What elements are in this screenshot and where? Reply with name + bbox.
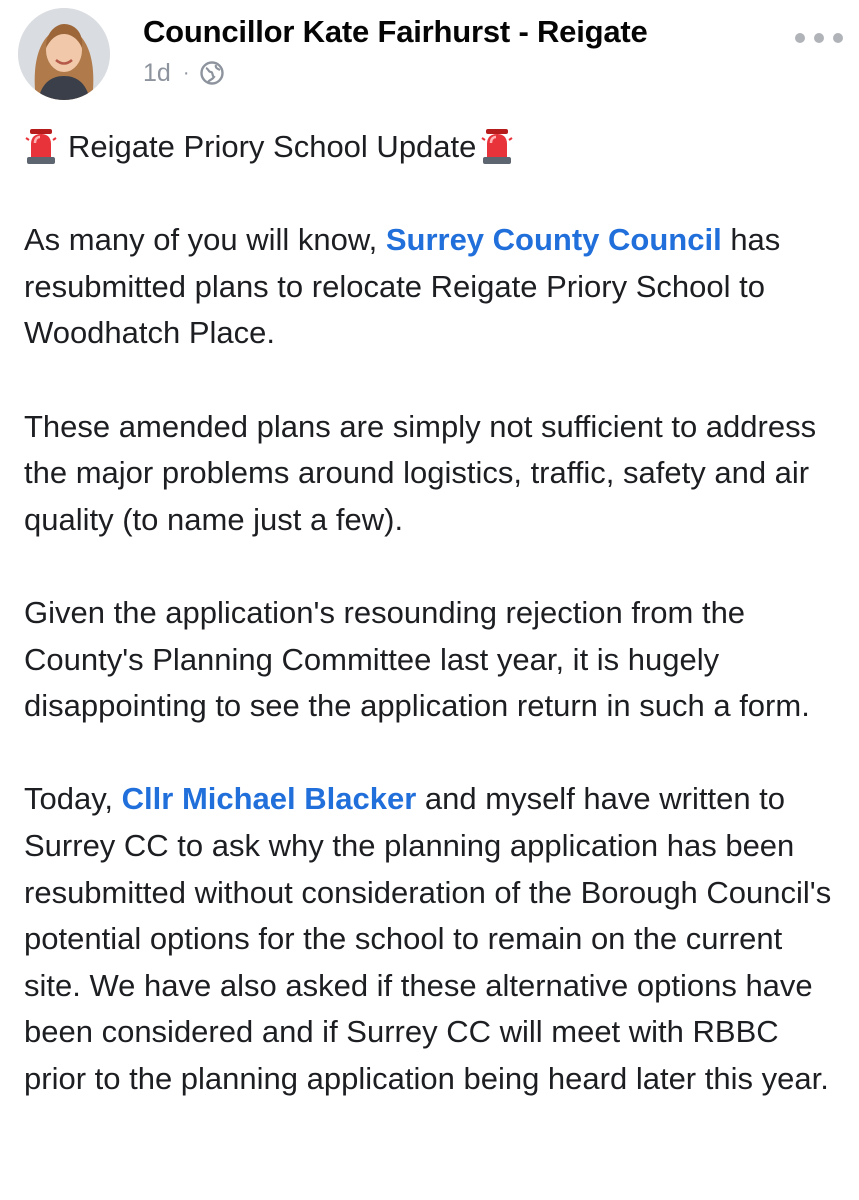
post-header xyxy=(0,0,859,120)
post-paragraph-4 xyxy=(24,776,844,1102)
post-title: Reigate Priory School Update xyxy=(68,129,477,164)
paragraph-4-text-after: and myself have written to Surrey CC to ask why the planning application has been resubmitted without consideration of the Borough Council's potential options for the school to remain on the current site. We have also asked if these alternative options have been considered and if Surrey CC will meet with RBBC prior to the planning application being heard later this year. xyxy=(24,781,832,1096)
mention-surrey-county-council[interactable]: Surrey County Council xyxy=(385,222,722,258)
mention-cllr-michael-blacker[interactable]: Cllr Michael Blacker xyxy=(121,781,417,817)
author-name[interactable]: Councillor Kate Fairhurst - Reigate xyxy=(143,14,648,49)
paragraph-4-text-before: Today, xyxy=(24,781,122,817)
police-light-emoji-icon xyxy=(480,128,514,166)
post-time[interactable]: 1d xyxy=(143,58,171,87)
meta-separator: · xyxy=(182,61,190,84)
paragraph-1-text-after: has resubmitted plans to relocate Reigate Priory School to Woodhatch Place. xyxy=(24,222,781,351)
post-body xyxy=(24,124,844,1149)
more-options-icon[interactable] xyxy=(795,26,843,50)
profile-photo xyxy=(18,8,110,100)
post-paragraph-2: These amended plans are simply not sufficient to address the major problems around logistics, traffic, safety and air quality (to name just a few). xyxy=(24,408,817,537)
post-paragraph-3: Given the application's resounding rejection from the County's Planning Committee last year, it is hugely disappointing to see the application return in such a form. xyxy=(24,594,810,724)
post-paragraph-1 xyxy=(24,217,844,357)
paragraph-1-text-before: As many of you will know, xyxy=(24,222,386,258)
post-title-line xyxy=(24,124,844,171)
police-light-emoji-icon xyxy=(24,128,58,166)
avatar[interactable] xyxy=(18,8,110,100)
post-meta xyxy=(143,58,225,88)
globe-icon[interactable] xyxy=(199,60,225,86)
